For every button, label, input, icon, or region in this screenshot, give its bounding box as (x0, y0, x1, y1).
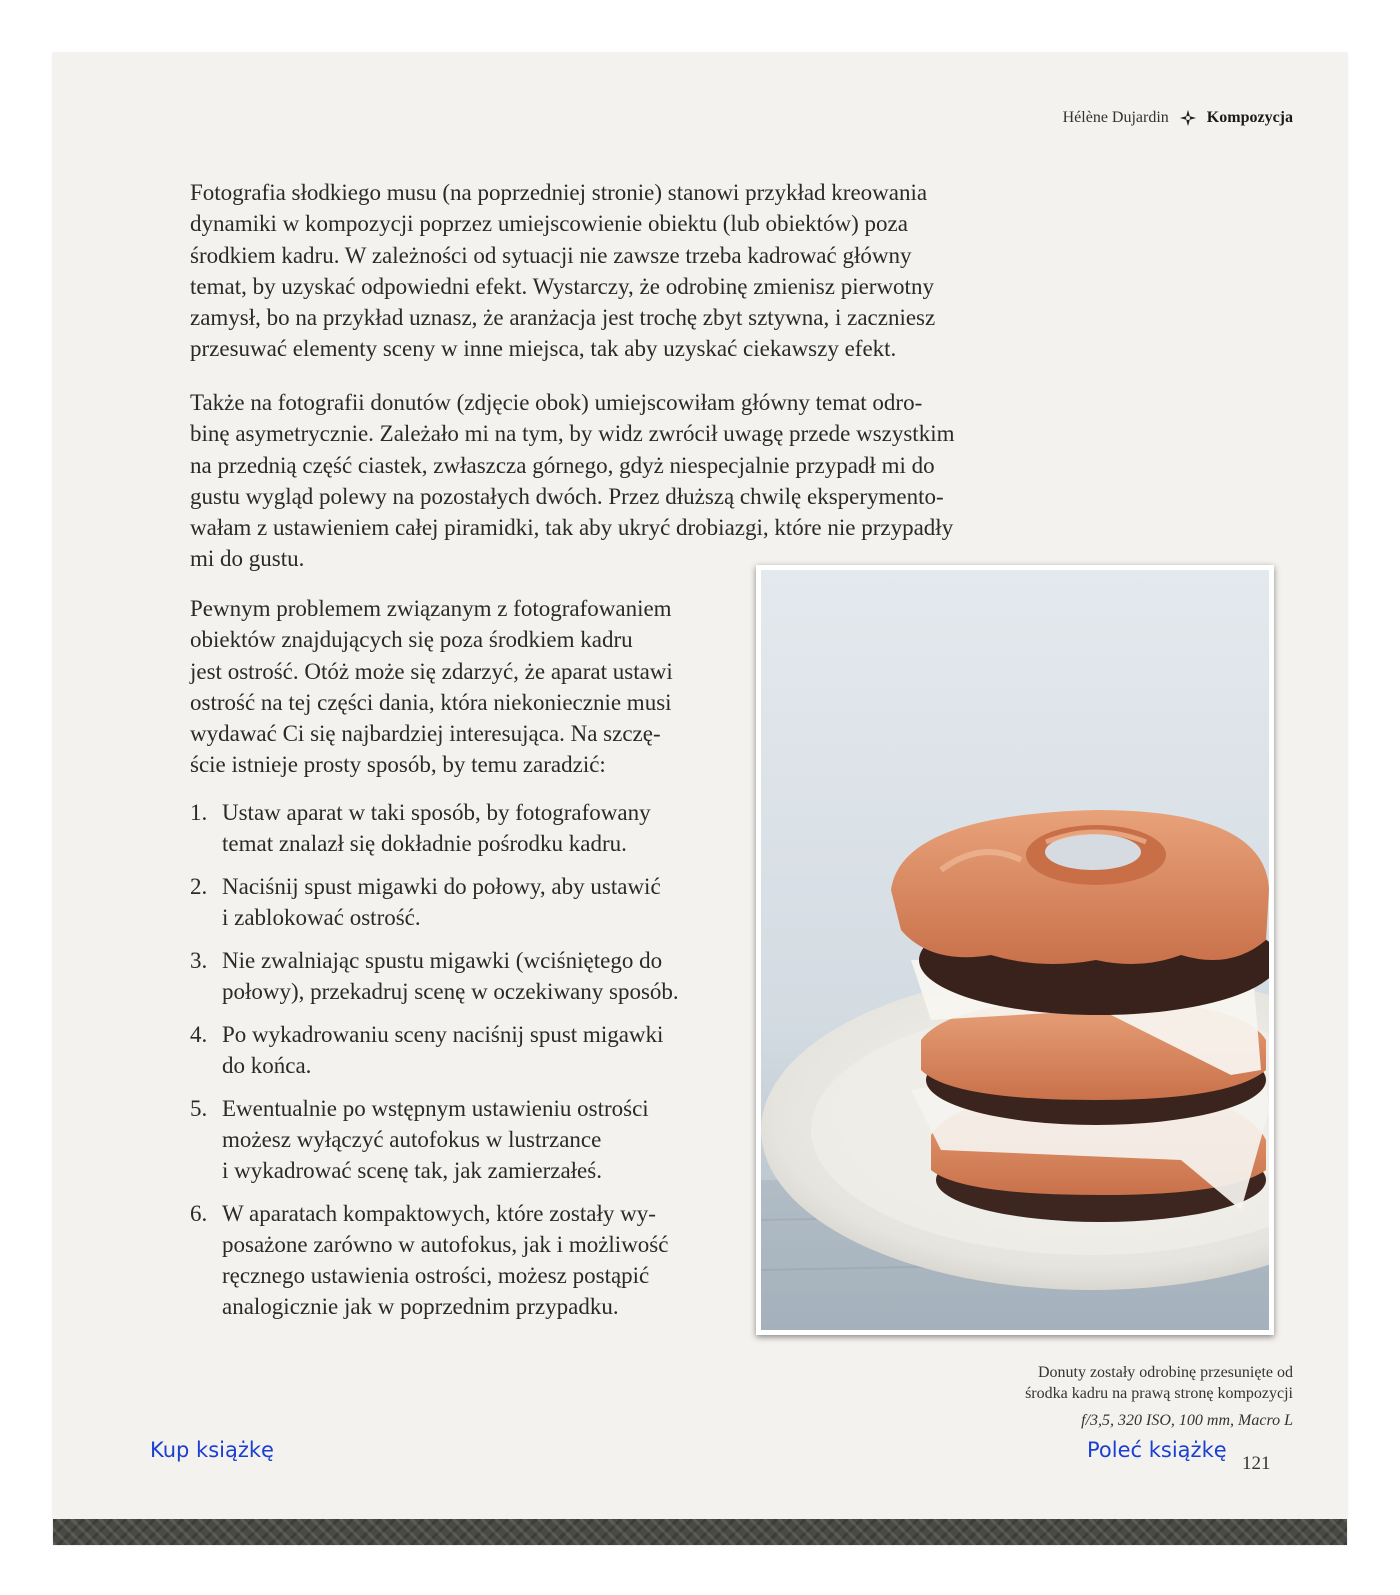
list-item (190, 1198, 679, 1322)
text-line: obiektów znajdujących się poza środkiem kadru (190, 627, 633, 653)
text-line: połowy), przekadruj scenę w oczekiwany sposób. (222, 979, 679, 1004)
text-line: Naciśnij spust migawki do połowy, aby ustawić (222, 874, 661, 899)
list-number: 3. (190, 948, 208, 973)
caption-line: środka kadru na prawą stronę kompozycji (1025, 1385, 1293, 1402)
text-line: Także na fotografii donutów (zdjęcie obok) umiejscowiłam główny temat odro- (190, 390, 923, 415)
running-head (1063, 109, 1293, 127)
header-author: Hélène Dujardin (1062, 109, 1169, 126)
text-line: W aparatach kompaktowych, które zostały wy- (222, 1201, 656, 1226)
list-item (190, 797, 679, 859)
list-item (190, 871, 679, 933)
text-line: Po wykadrowaniu sceny naciśnij spust migawki (222, 1022, 664, 1047)
header-chapter: Kompozycja (1206, 109, 1293, 126)
ornament-icon (1179, 109, 1197, 127)
steps-list (190, 797, 679, 1334)
text-line: przesuwać elementy sceny w inne miejsca, tak aby uzyskać ciekawszy efekt. (190, 336, 897, 362)
decorative-footer-band (53, 1519, 1347, 1545)
donut-photo (756, 565, 1274, 1335)
text-line: Nie zwalniając spustu migawki (wciśniętego do (222, 948, 663, 973)
paragraph-2 (190, 387, 954, 575)
page-number: 121 (1242, 1453, 1271, 1474)
text-line: wałam z ustawieniem całej piramidki, tak aby ukryć drobiazgi, które nie przypadły (190, 515, 954, 541)
caption-line: Donuty zostały odrobinę przesunięte od (1037, 1364, 1293, 1381)
donut-stack-illustration (761, 570, 1269, 1330)
text-line: temat znalazł się dokładnie pośrodku kadru. (222, 831, 627, 856)
list-number: 5. (190, 1096, 208, 1121)
text-line: do końca. (222, 1053, 312, 1078)
list-number: 6. (190, 1201, 208, 1226)
paragraph-3 (190, 593, 673, 781)
book-page (53, 53, 1347, 1545)
list-number: 1. (190, 800, 208, 825)
text-line: analogicznie jak w poprzednim przypadku. (222, 1294, 619, 1319)
text-line: środkiem kadru. W zależności od sytuacji nie zawsze trzeba kadrować główny (190, 242, 912, 268)
text-line: ostrość na tej części dania, która niekoniecznie musi (190, 689, 672, 715)
buy-book-link[interactable]: Kup książkę (150, 1438, 274, 1462)
list-number: 4. (190, 1022, 208, 1047)
photo-caption (1025, 1362, 1293, 1431)
text-line: posażone zarówno w autofokus, jak i możliwość (222, 1232, 669, 1257)
text-line: zamysł, bo na przykład uznasz, że aranżacja jest trochę zbyt sztywna, i zaczniesz (190, 305, 936, 331)
text-line: jest ostrość. Otóż może się zdarzyć, że aparat ustawi (190, 658, 673, 684)
text-line: na przednią część ciastek, zwłaszcza górnego, gdyż niespecjalnie przypadł mi do (190, 452, 935, 478)
text-line: temat, by uzyskać odpowiedni efekt. Wystarczy, że odrobinę zmienisz pierwotny (190, 273, 934, 299)
text-line: wydawać Ci się najbardziej interesująca. Na szczę- (190, 721, 661, 747)
text-line: możesz wyłączyć autofokus w lustrzance (222, 1127, 602, 1152)
paragraph-1 (190, 177, 935, 365)
text-line: dynamiki w kompozycji poprzez umiejscowienie obiektu (lub obiektów) poza (190, 211, 908, 237)
text-line: mi do gustu. (190, 546, 305, 572)
text-line: ście istnieje prosty sposób, by temu zaradzić: (190, 752, 606, 778)
recommend-book-link[interactable]: Poleć książkę (1087, 1438, 1227, 1462)
list-number: 2. (190, 874, 208, 899)
text-line: i zablokować ostrość. (222, 905, 421, 930)
text-line: Pewnym problemem związanym z fotografowaniem (190, 596, 672, 621)
text-line: Ustaw aparat w taki sposób, by fotografowany (222, 800, 651, 825)
text-line: gustu wygląd polewy na pozostałych dwóch. Przez dłuższą chwilę eksperymento- (190, 483, 944, 509)
text-line: ręcznego ustawienia ostrości, możesz postąpić (222, 1263, 650, 1288)
list-item (190, 1019, 679, 1081)
text-line: Ewentualnie po wstępnym ustawieniu ostrości (222, 1096, 649, 1121)
text-line: binę asymetrycznie. Zależało mi na tym, by widz zwrócił uwagę przede wszystkim (190, 421, 955, 447)
caption-exif: f/3,5, 320 ISO, 100 mm, Macro L (1081, 1412, 1293, 1429)
list-item (190, 1093, 679, 1186)
text-line: Fotografia słodkiego musu (na poprzedniej stronie) stanowi przykład kreowania (190, 180, 928, 205)
list-item (190, 945, 679, 1007)
text-line: i wykadrować scenę tak, jak zamierzałeś. (222, 1158, 602, 1183)
